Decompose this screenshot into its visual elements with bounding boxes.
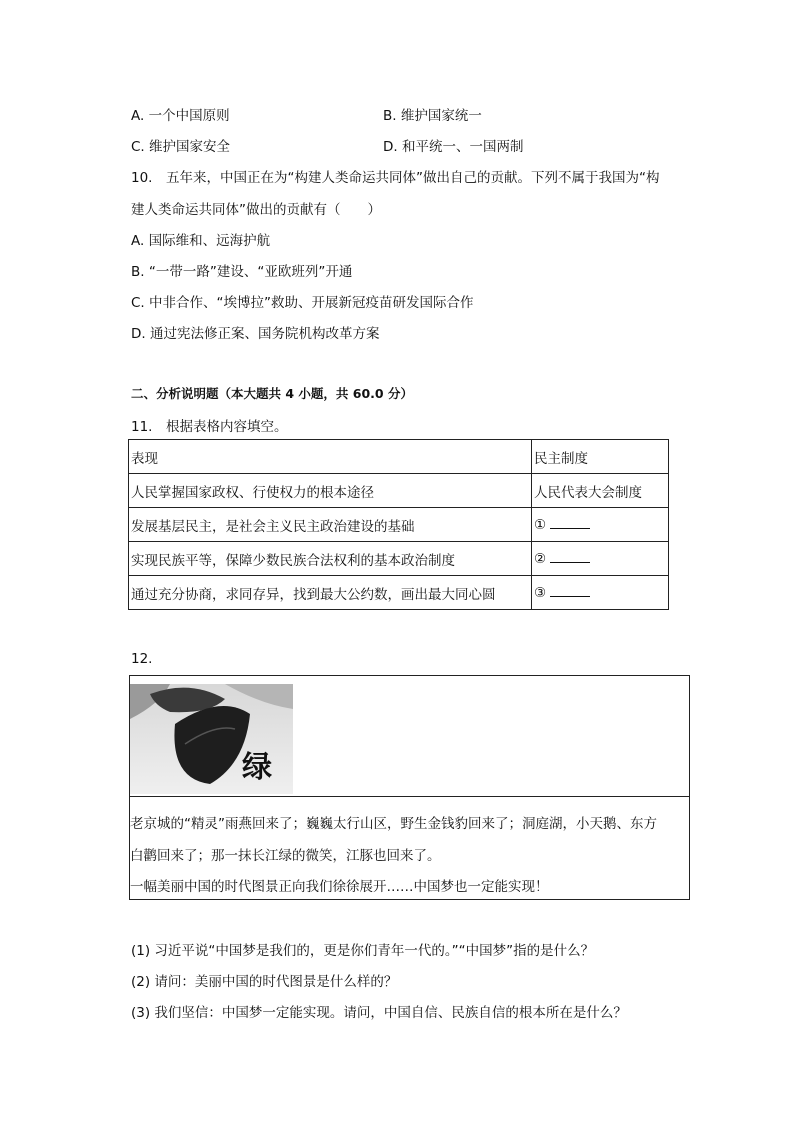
leaf-image [130, 684, 293, 794]
table-cell-blank [532, 508, 669, 542]
table-header-row [129, 440, 669, 474]
green-character: 绿 [242, 750, 272, 785]
table-cell: 发展基层民主，是社会主义民主政治建设的基础 [129, 508, 532, 542]
q12-text-line2: 白鹳回来了；那一抹长江绿的微笑，江豚也回来了。 [130, 848, 441, 864]
q9-option-a: A. 一个中国原则 [131, 108, 230, 124]
q11-table [128, 439, 669, 610]
table-cell-blank [532, 576, 669, 610]
q9-option-d: D. 和平统一、一国两制 [383, 139, 524, 155]
q10-stem-line1: 10. 五年来，中国正在为“构建人类命运共同体”做出自己的贡献。下列不属于我国为“构 [131, 170, 660, 186]
q11-stem: 11. 根据表格内容填空。 [131, 419, 288, 435]
q12-material-box [129, 675, 690, 900]
q10-stem-line2: 建人类命运共同体”做出的贡献有（ ） [131, 202, 381, 218]
table-header-cell: 民主制度 [532, 440, 669, 474]
table-cell-blank [532, 542, 669, 576]
section-title: 二、分析说明题（本大题共 4 小题，共 60.0 分） [131, 386, 413, 401]
table-row [129, 474, 669, 508]
q12-sub-question-3: (3) 我们坚信：中国梦一定能实现。请问，中国自信、民族自信的根本所在是什么？ [131, 1005, 627, 1021]
answer-blank[interactable] [550, 516, 590, 529]
answer-blank[interactable] [550, 584, 590, 597]
blank-marker: ① [534, 517, 547, 533]
table-cell: 实现民族平等，保障少数民族合法权利的基本政治制度 [129, 542, 532, 576]
table-cell: 人民掌握国家政权、行使权力的根本途径 [129, 474, 532, 508]
table-row [129, 508, 669, 542]
q10-option-b: B. “一带一路”建设、“亚欧班列”开通 [131, 264, 353, 280]
table-header-cell: 表现 [129, 440, 532, 474]
q9-option-b: B. 维护国家统一 [383, 108, 482, 124]
q10-option-c: C. 中非合作、“埃博拉”救助、开展新冠疫苗研发国际合作 [131, 295, 474, 311]
q12-number: 12. [131, 651, 153, 667]
q12-sub-question-2: (2) 请问：美丽中国的时代图景是什么样的？ [131, 974, 398, 990]
table-row [129, 542, 669, 576]
q12-sub-question-1: (1) 习近平说“中国梦是我们的，更是你们青年一代的。”“中国梦”指的是什么？ [131, 943, 595, 959]
q10-option-a: A. 国际维和、远海护航 [131, 233, 271, 249]
image-divider [130, 796, 689, 797]
table-row [129, 576, 669, 610]
q10-option-d: D. 通过宪法修正案、国务院机构改革方案 [131, 326, 380, 342]
q12-text-line1: 老京城的“精灵”雨燕回来了；巍巍太行山区，野生金钱豹回来了；洞庭湖，小天鹅、东方 [130, 816, 657, 832]
blank-marker: ② [534, 551, 547, 567]
table-cell: 人民代表大会制度 [532, 474, 669, 508]
answer-blank[interactable] [550, 550, 590, 563]
blank-marker: ③ [534, 585, 547, 601]
q12-text-line3: 一幅美丽中国的时代图景正向我们徐徐展开……中国梦也一定能实现！ [130, 879, 549, 895]
table-cell: 通过充分协商，求同存异，找到最大公约数，画出最大同心圆 [129, 576, 532, 610]
q9-option-c: C. 维护国家安全 [131, 139, 231, 155]
